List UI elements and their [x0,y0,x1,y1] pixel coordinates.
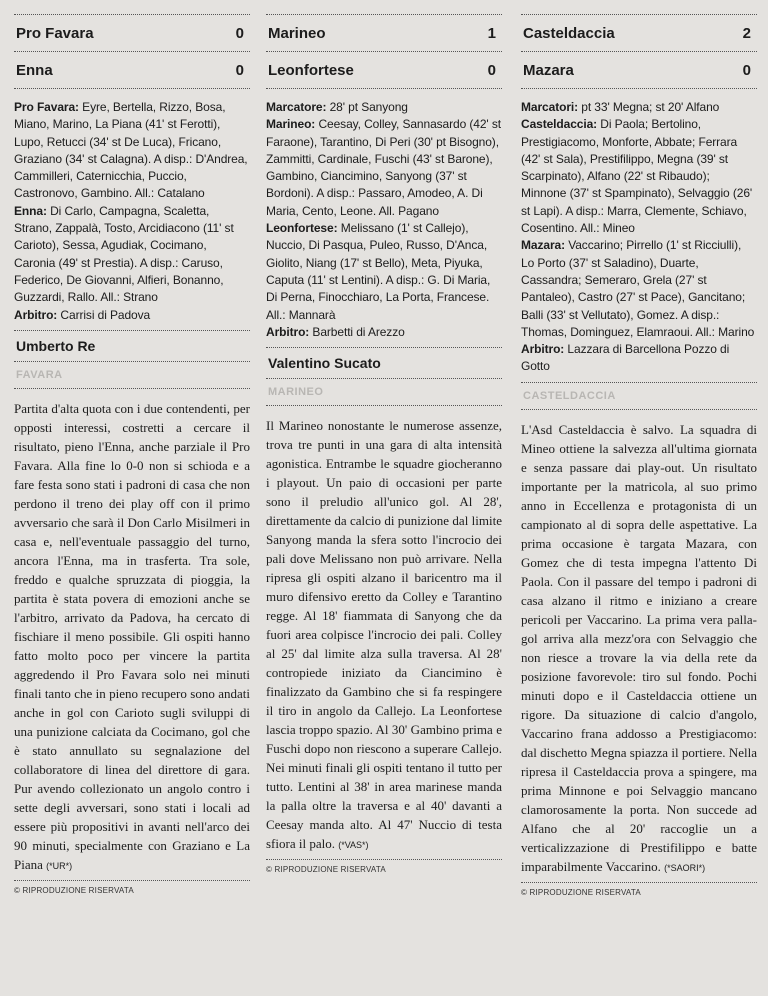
scoreline-home [266,14,502,52]
away-team-name: Leonfortese [268,61,354,79]
referee: Arbitro: Barbetti di Arezzo [266,324,405,339]
copyright-note: © RIPRODUZIONE RISERVATA [14,885,134,895]
lineup-away: Leonfortese: Melissano (1' st Callejo), Nuccio, Di Pasqua, Puleo, Russo, D'Anca, Giolito, Niang (17' st Bello), Meta, Piyuka, Caputa (11' st Lentini). A disp.: G. Di Maria, Di Perna, Finocchiaro, La Porta, Francese. All.: Mannarà [266,221,491,322]
article-column-pro-favara-enna [14,14,250,895]
home-team-name: Pro Favara [16,24,94,42]
home-team-score: 2 [742,24,751,42]
scorers: Marcatori: pt 33' Megna; st 20' Alfano [521,100,720,114]
author-byline: Valentino Sucato [266,347,502,379]
lineup-home: Marineo: Ceesay, Colley, Sannasardo (42' st Faraone), Tarantino, Di Peri (30' pt Bisogno), Zammitti, Cardinale, Fuschi (43' st Barone), Gambino, Ciancimino, Sanyong (37' st Bordoni). A disp.: Passaro, Amodeo, A. Di Maria, Cento, Leone. All. Pagano [266,117,501,218]
home-team-score: 0 [235,24,244,42]
article-body: Partita d'alta quota con i due contendenti, per opposti interessi, costretti a cercare il risultato, pieno l'Enna, anche parziale il Pro Favara. Alla fine lo 0-0 non si schioda e a fare festa sono stati i padroni di casa che non perdono il treno dei play off con il primo avversario che sarà il Don Carlo Misilmeri in casa e, nell'eventuale passaggio del turno, ancora l'Enna, ma in trasferta. Tra sole, freddo e qualche spruzzata di pioggia, la partita è stata povera di emozioni anche se l'arbitro, arrivato da Padova, ha cercato di fischiare il meno possibile. Gli ospiti hanno fatto molto poco per vincere la partita aggredendo il Pro Favara solo nei minuti finali tanto che in pieno recupero sono andati anche in gol con Carioto sugli sviluppi di una punizione calciata da Cocimano, gol che è stato annullato su segnalazione del collaboratore di linea del direttore di gara. Pur avendo collezionato un angolo contro i sette degli avversari, sono stati i locali ad essere più propositivi in avanti nell'arco dei 90 minuti, specialmente con Graziano e La Piana (*UR*) [14,399,250,881]
away-team-score: 0 [742,61,751,79]
author-signature: (*SAORI*) [664,862,706,873]
copyright-note: © RIPRODUZIONE RISERVATA [521,887,641,897]
referee: Arbitro: Lazzara di Barcellona Pozzo di Gotto [521,342,730,374]
lineups [14,99,250,324]
section-kicker: CASTELDACCIA [521,382,757,410]
home-team-name: Casteldaccia [523,24,615,42]
author-signature: (*VAS*) [338,840,369,851]
article-body: Il Marineo nonostante le numerose assenze, trova tre punti in una gara di alta intensità agonistica. Entrambe le squadre giocheranno i playout. Un paio di occasioni per parte sono il preludio all'unico gol. Al 28', direttamente da calcio di punizione dal limite Sanyong manda la sfera sotto l'incrocio dei pali dove Melissano non può arrivare. Nella ripresa gli ospiti alzano il baricentro ma il muro difensivo eretto da Colley e Tarantino regge. Al 18' fiammata di Sanyong che da fuori area colpisce l'incrocio dei pali. Colley al 25' dal limite alza sulla traversa. Al 28' contropiede iniziato da Ciancimino è finalizzato da Gambino che si fa respingere il tiro in angolo da Callejo. La Leonfortese lascia troppo spazio. Al 30' Gambino prima e Fuschi dopo non riescono a superare Callejo. Nei minuti finali gli ospiti tentano il tutto per tutto. Lentini al 38' in area marinese manda la palla oltre la traversa e al 40' davanti a Ceesay manda alto. Al 47' Nuccio di testa sfiora il palo. (*VAS*) [266,416,502,860]
section-kicker: FAVARA [14,362,250,389]
author-signature: (*UR*) [46,860,73,871]
scoreline-home [14,14,250,52]
section-kicker: MARINEO [266,379,502,406]
scoreline-away [521,52,757,89]
copyright-note: © RIPRODUZIONE RISERVATA [266,865,386,875]
lineup-home: Pro Favara: Eyre, Bertella, Rizzo, Bosa, Miano, Marino, La Piana (41' st Ferotti), Lupo, Retucci (34' st De Luca), Fricano, Graziano (34' st Calagna). A disp.: D'Andrea, Cammilleri, Caternicchia, Puccio, Castronovo, Gambino. All.: Catalano [14,100,248,201]
lineups [521,99,757,376]
away-team-name: Mazara [523,61,574,79]
referee: Arbitro: Carrisi di Padova [14,307,151,322]
lineups [266,99,502,341]
away-team-score: 0 [235,61,244,79]
author-byline: Umberto Re [14,330,250,362]
away-team-name: Enna [16,61,53,79]
scorers: Marcatore: 28' pt Sanyong [266,100,408,114]
home-team-score: 1 [487,24,496,42]
article-column-marineo-leonfortese [266,14,502,874]
lineup-away: Enna: Di Carlo, Campagna, Scaletta, Strano, Zappalà, Tosto, Arcidiacono (11' st Carioto), Sessa, Agudiak, Cocimano, Caronia (49' st Prestia). A disp.: Caruso, Federico, De Giovanni, Alfieri, Bonanno, Guzzardi, Rallo. All.: Strano [14,203,234,305]
scoreline-away [14,52,250,89]
article-body: L'Asd Casteldaccia è salvo. La squadra di Mineo ottiene la salvezza all'ultima giornata e senza passare dai play-out. Un risultato importante per la matricola, al suo primo anno in Eccellenza e protagonista di un campionato al di sopra delle aspettative. La prima occasione è targata Mazara, con Gomez che di testa impegna l'attento Di Paola. Con il passare del tempo i padroni di casa alzano il ritmo e iniziano a creare pericoli per Vaccarino. La prima vera palla-gol arriva alla mezz'ora con Selvaggio che non riesce a trovare la via della rete da posizione favorevole: tiro sul fondo. Pochi minuti dopo e il Casteldaccia ottiene un rigore. Da situazione di calcio d'angolo, Vaccarino frana addosso a Prestigiacomo: dal dischetto Megna spiazza il portiere. Nella ripresa il Casteldaccia prova a spingere, ma prima Minnone e poi Selvaggio mancano clamorosamente la porta. Non succede ad Alfano che al 20' raccoglie un a verticalizzazione di Prestifilippo e batte imparabilmente Vaccarino. (*SAORI*) [521,420,757,883]
scoreline-home [521,14,757,52]
article-column-casteldaccia-mazara [521,14,757,897]
lineup-away: Mazara: Vaccarino; Pirrello (1' st Ricciulli), Lo Porto (37' st Saladino), Duarte, Cassandra; Semeraro, Grela (27' st Pantaleo), Castro (27' st Pace), Gancitano; Balli (33' st Vellutato), Gomez. A disp.: Thomas, Dominguez, Elamraoui. All.: Marino [521,238,755,339]
scoreline-away [266,52,502,89]
away-team-score: 0 [487,61,496,79]
lineup-home: Casteldaccia: Di Paola; Bertolino, Prestigiacomo, Monforte, Abbate; Ferrara (42' st Sala), Prestifilippo, Megna (39' st Scarpinato), Alfano (22' st Ribaudo); Minnone (37' st Spampinato), Selvaggio (26' st Lapi). A disp.: Marra, Clemente, Schiavo, Cosentino. All.: Mineo [521,117,753,236]
home-team-name: Marineo [268,24,326,42]
